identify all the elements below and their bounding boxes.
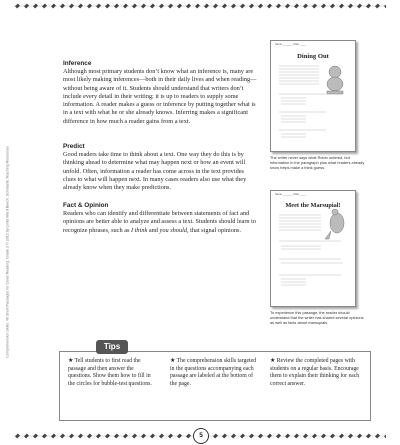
tip-item: ★ The comprehension skills targeted in the questions accompanying each passage are labeled at the bottom of the page. xyxy=(170,358,257,387)
tips-label: Tips xyxy=(96,340,128,354)
thumbnail-caption: The writer never says what Robin ordered, but information in the paragraph plus what readers already know helps make a think guess. xyxy=(270,155,365,170)
section-predict xyxy=(63,143,257,192)
section-heading: Predict xyxy=(63,143,85,150)
worksheet-lines-illustration xyxy=(271,209,355,304)
worksheet-title: Dining Out xyxy=(297,53,329,60)
decorative-dots-top xyxy=(14,3,386,9)
side-credit: Comprehension Skills: 40 Short Passages for Close Reading: Grade 3 © 2013 by Linda Ward Beech, Scholastic Teaching Resources xyxy=(5,146,10,358)
section-body: Although most primary students don’t know what an inference is, many are most likely making inferences—both in their daily lives and when reading—without being aware of it. Students should understand that writers don’t include every detail in their writing; it is up to readers to supply some information. A reader makes a guess or inference by putting together what is in a text with what he or she already knows. Inferring makes a significant difference in how much a reader gains from a text. xyxy=(63,68,257,125)
worksheet-thumbnail-marsupial xyxy=(270,190,356,307)
section-heading: Inference xyxy=(63,60,92,67)
section-fact-opinion xyxy=(63,202,257,235)
tip-item: ★ Review the completed pages with students on a regular basis. Encourage them to explain their thinking for each correct answer. xyxy=(270,358,360,387)
page-number: 5 xyxy=(193,428,209,444)
worksheet-thumbnail-dining-out xyxy=(270,40,356,152)
thumbnail-caption: To experience this passage, the reader should understand that the writer has shared several opinions as well as facts about marsupials. xyxy=(270,310,364,325)
section-body: Good readers take time to think about a text. One way they do this is by thinking ahead to determine what may happen next or how an event will unfold. Often, information a reader has come across in the text provides clues to what will happen next. In many cases readers also use what they already know when they make predictions. xyxy=(63,151,247,192)
worksheet-header: Name _______ Date ____ xyxy=(275,43,306,46)
worksheet-title: Meet the Marsupial! xyxy=(285,202,341,209)
tip-item: ★ Tell students to first read the passage and then answer the questions. Show them how to fill in the circles for bubble-test questions. xyxy=(68,358,152,387)
section-heading: Fact & Opinion xyxy=(63,202,109,209)
worksheet-lines-illustration xyxy=(271,60,355,150)
section-inference xyxy=(63,60,257,126)
worksheet-header: Name _______ Date ____ xyxy=(275,193,306,196)
section-body: Readers who can identify and differentiate between statements of fact and opinions are better able to analyze and assess a text. Students should learn to recognize phrases, such as I think and you should, that signal opinions. xyxy=(63,210,257,234)
